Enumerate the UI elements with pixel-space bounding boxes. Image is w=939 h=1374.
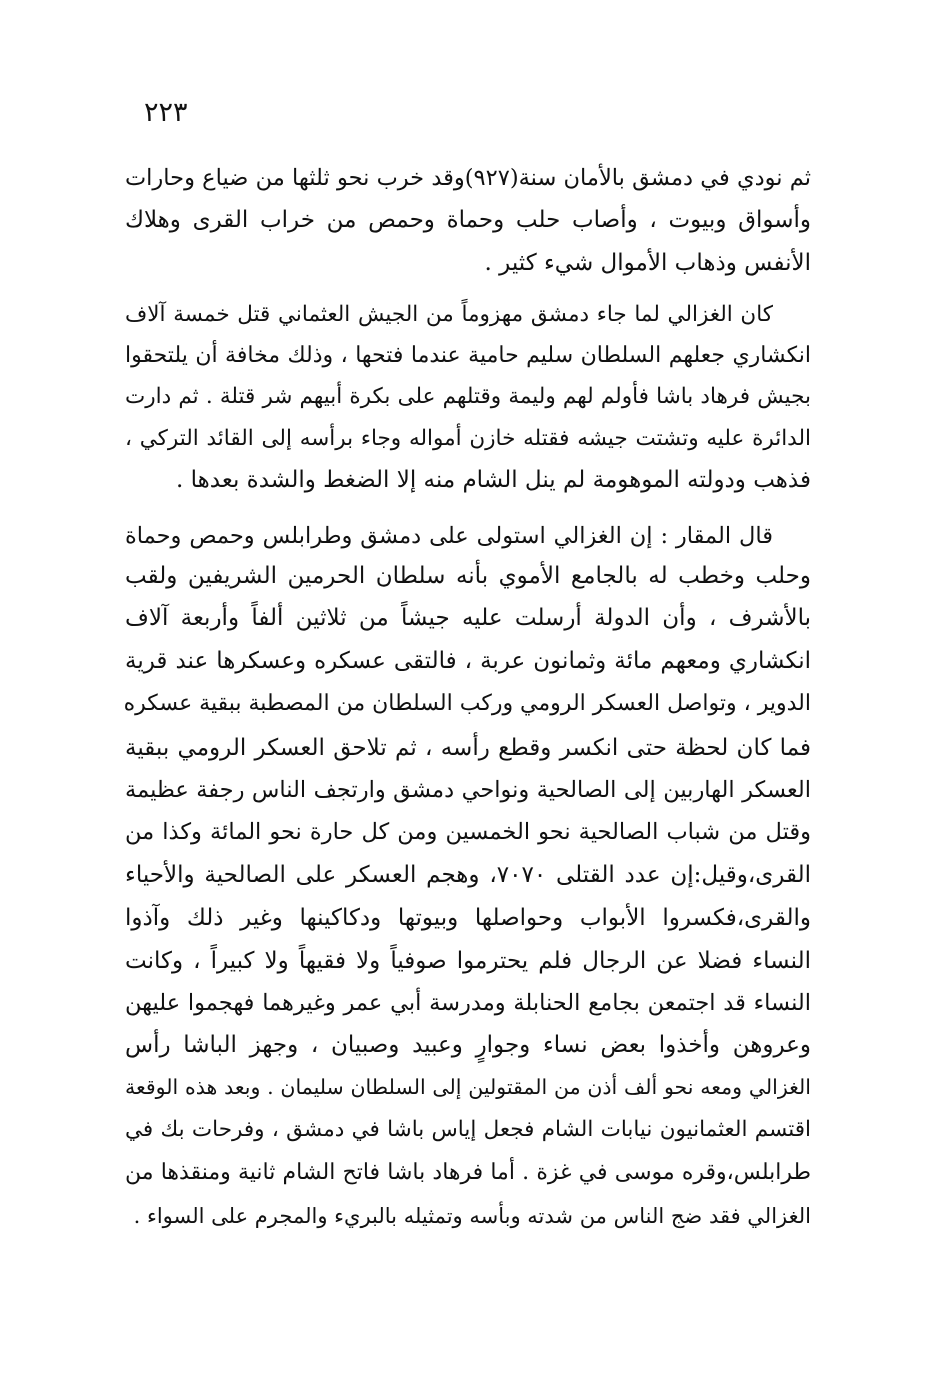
text-line: انكشاري ومعهم مائة وثمانون عربة ، فالتقى عسكره وعسكرها عند قرية [125, 648, 811, 674]
text-line: الدوير ، وتواصل العسكر الرومي وركب السلطان من المصطبة ببقية عسكره [123, 691, 811, 716]
text-line: فما كان لحظة حتى انكسر وقطع رأسه ، ثم تلاحق العسكر الرومي ببقية [125, 735, 811, 761]
text-line: الدائرة عليه وتشتت جيشه فقتله خازن أمواله وجاء برأسه إلى القائد التركي ، [125, 426, 811, 451]
text-line: الأنفس وذهاب الأموال شيء كثير . [484, 250, 811, 276]
text-line: النساء فضلا عن الرجال فلم يحترموا صوفياً ولا فقيهاً ولا كبيراً ، وكانت [125, 948, 811, 974]
text-line: قال المقار : إن الغزالي استولى على دمشق وطرابلس وحمص وحماة [125, 523, 773, 549]
text-line: بجيش فرهاد باشا فأولم لهم وليمة وقتلهم على بكرة أبيهم شر قتلة . ثم دارت [125, 384, 811, 409]
text-line: فذهب ودولته الموهومة لم ينل الشام منه إلا الضغط والشدة بعدها . [176, 467, 811, 493]
text-line: الغزالي ومعه نحو ألف أذن من المقتولين إلى السلطان سليمان . وبعد هذه الوقعة [125, 1075, 811, 1099]
text-line: النساء قد اجتمعن بجامع الحنابلة ومدرسة أبي عمر وغيرهما فهجموا عليهن [125, 990, 811, 1016]
text-line: انكشاري جعلهم السلطان سليم حامية عندما فتحها ، وذلك مخافة أن يلتحقوا [125, 343, 812, 368]
text-line: العسكر الهاربين إلى الصالحية ونواحي دمشق وارتجف الناس رجفة عظيمة [125, 777, 811, 803]
text-line: القرى،وقيل:إن عدد القتلى ٧٠٧٠، وهجم العسكر على الصالحية والأحياء [125, 862, 811, 888]
text-line: الغزالي فقد ضج الناس من شدته وبأسه وتمثيله بالبريء والمجرم على السواء . [133, 1204, 811, 1228]
text-line: وأسواق وبيوت ، وأصاب حلب وحماة وحمص من خراب القرى وهلاك [125, 207, 811, 233]
page-number: ٢٢٣ [144, 97, 188, 128]
text-line: كان الغزالي لما جاء دمشق مهزوماً من الجيش العثماني قتل خمسة آلاف [125, 302, 773, 327]
text-line: طرابلس،وقره موسى في غزة . أما فرهاد باشا فاتح الشام ثانية ومنقذها من [125, 1160, 811, 1185]
text-line: والقرى،فكسروا الأبواب وحواصلها وبيوتها ودكاكينها وغير ذلك وآذوا [125, 905, 811, 931]
text-line: وقتل من شباب الصالحية نحو الخمسين ومن كل حارة نحو المائة وكذا من [125, 819, 811, 845]
text-line: وحلب وخطب له بالجامع الأموي بأنه سلطان الحرمين الشريفين ولقب [125, 563, 811, 589]
text-line: ثم نودي في دمشق بالأمان سنة(٩٢٧)وقد خرب نحو ثلثها من ضياع وحارات [125, 165, 812, 191]
text-line: اقتسم العثمانيون نيابات الشام فجعل إياس باشا في دمشق ، وفرحات بك في [125, 1117, 811, 1142]
text-line: بالأشرف ، وأن الدولة أرسلت عليه جيشاً من ثلاثين ألفاً وأربعة آلاف [125, 605, 811, 631]
text-line: وعروهن وأخذوا بعض نساء وجوارٍ وعبيد وصبيان ، وجهز الباشا رأس [125, 1032, 811, 1058]
